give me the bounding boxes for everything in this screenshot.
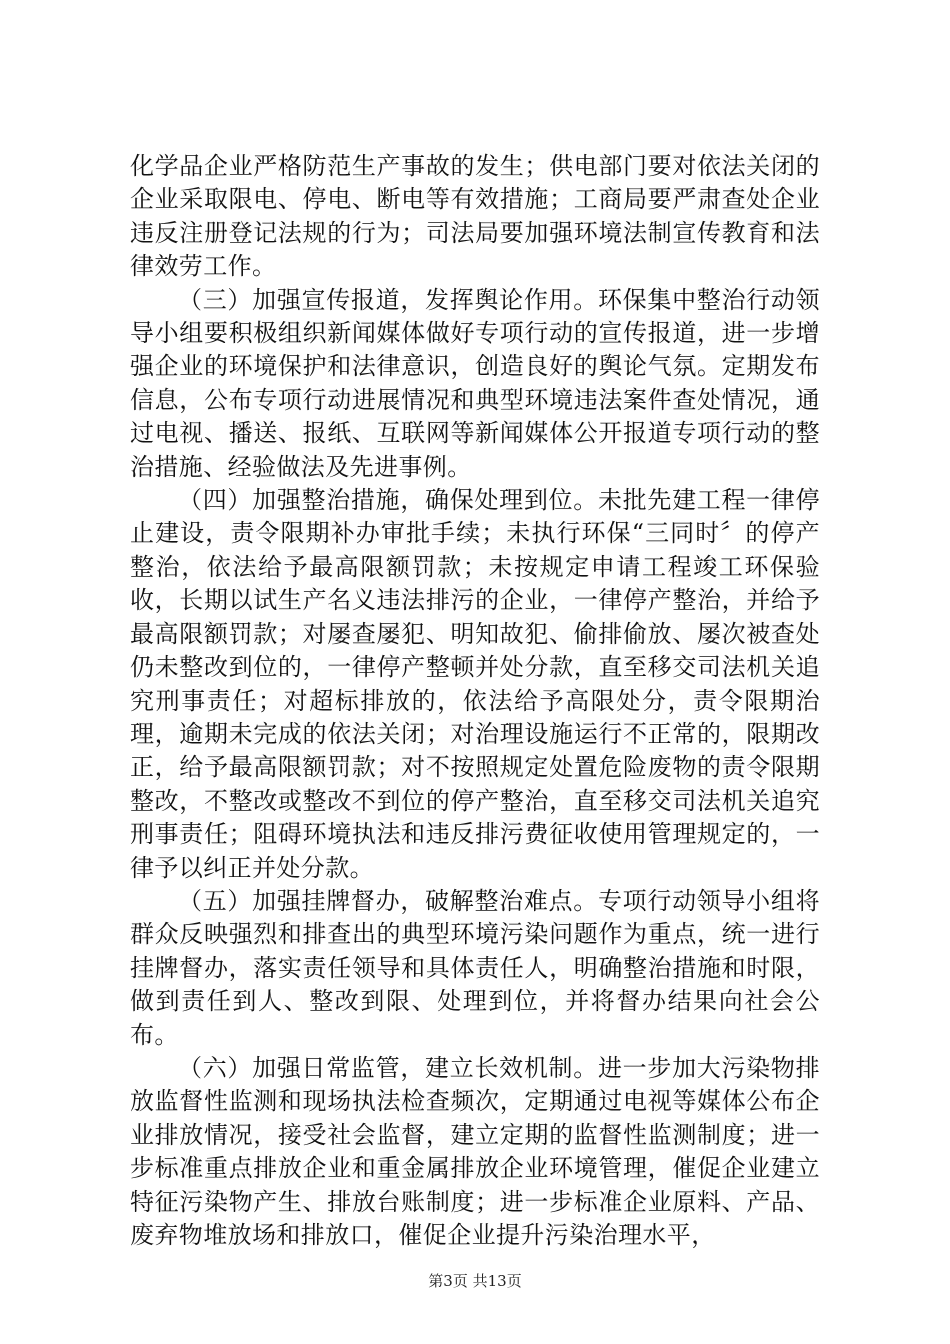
- document-body: [130, 150, 820, 1252]
- paragraph-section-4: （四）加强整治措施，确保处理到位。未批先建工程一律停止建设，责令限期补办审批手续；未执行环保“三同时〞的停产整治，依法给予最高限额罚款；未按规定申请工程竣工环保验收，长期以试生产名义违法排污的企业，一律停产整治，并给予最高限额罚款；对屡查屡犯、明知故犯、偷排偷放、屡次被查处仍未整改到位的，一律停产整顿并处分款，直至移交司法机关追究刑事责任；对超标排放的，依法给予高限处分，责令限期治理，逾期未完成的依法关闭；对治理设施运行不正常的，限期改正，给予最高限额罚款；对不按照规定处置危险废物的责令限期整改，不整改或整改不到位的停产整治，直至移交司法机关追究刑事责任；阻碍环境执法和违反排污费征收使用管理规定的，一律予以纠正并处分款。: [130, 486, 820, 882]
- paragraph-section-3: （三）加强宣传报道，发挥舆论作用。环保集中整治行动领导小组要积极组织新闻媒体做好专项行动的宣传报道，进一步增强企业的环境保护和法律意识，创造良好的舆论气氛。定期发布信息，公布专项行动进展情况和典型环境违法案件查处情况，通过电视、播送、报纸、互联网等新闻媒体公开报道专项行动的整治措施、经验做法及先进事例。: [130, 285, 820, 481]
- paragraph-section-5: （五）加强挂牌督办，破解整治难点。专项行动领导小组将群众反映强烈和排查出的典型环境污染问题作为重点，统一进行挂牌督办，落实责任领导和具体责任人，明确整治措施和时限，做到责任到人、整改到限、处理到位，并将督办结果向社会公布。: [130, 886, 820, 1049]
- paragraph-section-6: （六）加强日常监管，建立长效机制。进一步加大污染物排放监督性监测和现场执法检查频次，定期通过电视等媒体公布企业排放情况，接受社会监督，建立定期的监督性监测制度；进一步标准重点排放企业和重金属排放企业环境管理，催促企业建立特征污染物产生、排放台账制度；进一步标准企业原料、产品、废弃物堆放场和排放口，催促企业提升污染治理水平，: [130, 1053, 820, 1249]
- page-number-label: 第3页 共13页: [428, 1272, 522, 1290]
- page-footer: [0, 1271, 950, 1291]
- paragraph-continuation: 化学品企业严格防范生产事故的发生；供电部门要对依法关闭的企业采取限电、停电、断电等有效措施；工商局要严肃查处企业违反注册登记法规的行为；司法局要加强环境法制宣传教育和法律效劳工作。: [130, 152, 820, 281]
